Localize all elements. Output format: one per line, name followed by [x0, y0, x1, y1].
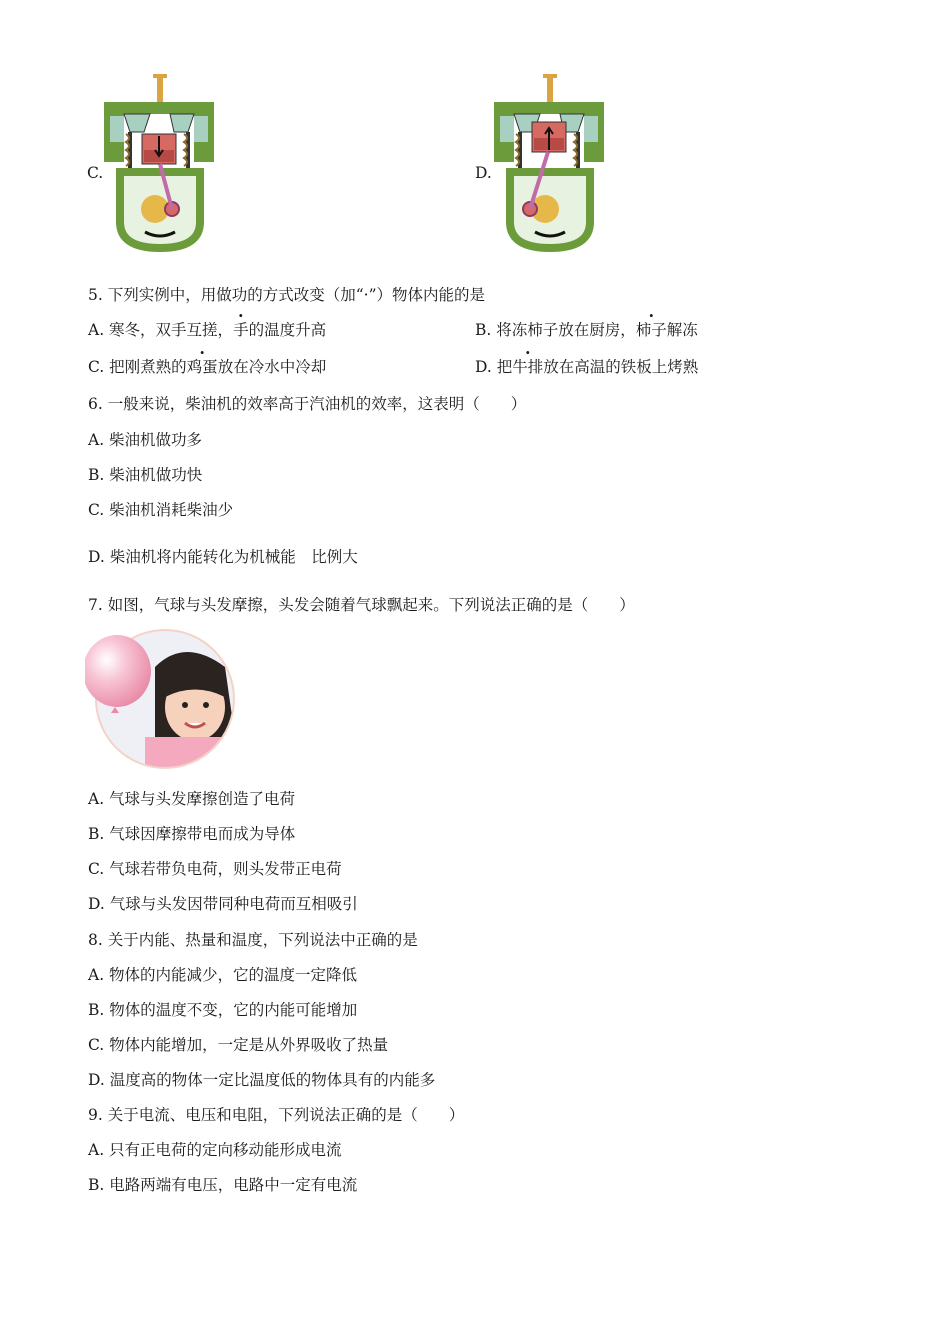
q6-option-c: C. 柴油机消耗柴油少	[88, 501, 234, 519]
q5-b-dotted: 柿子	[635, 321, 667, 339]
q9-stem: 9. 关于电流、电压和电阻，下列说法正确的是（ ）	[88, 1106, 465, 1124]
q5-d-dotted: 牛排	[512, 358, 544, 376]
q5-d-suffix: 放在高温的铁板上烤熟	[543, 358, 699, 376]
q7-option-c: C. 气球若带负电荷，则头发带正电荷	[88, 860, 342, 878]
q5-option-b	[475, 320, 698, 340]
q8-option-a: A. 物体的内能减少，它的温度一定降低	[88, 966, 358, 984]
q8-stem: 8. 关于内能、热量和温度，下列说法中正确的是	[88, 931, 418, 949]
q6-option-d: D. 柴油机将内能转化为机械能 比例大	[88, 548, 358, 566]
q6-stem: 6. 一般来说，柴油机的效率高于汽油机的效率，这表明（ ）	[88, 395, 527, 413]
engine-diagram-c	[100, 72, 220, 252]
q9-option-b: B. 电路两端有电压，电路中一定有电流	[88, 1176, 358, 1194]
q7-option-d: D. 气球与头发因带同种电荷而互相吸引	[88, 895, 358, 913]
q5-c-suffix: 放在冷水中冷却	[217, 358, 327, 376]
q5-c-dotted: 鸡蛋	[186, 358, 218, 376]
q5-stem: 5. 下列实例中，用做功的方式改变（加“·”）物体内能的是	[88, 286, 485, 304]
q5-c-prefix: C. 把刚煮熟的	[88, 358, 187, 376]
q7-option-a: A. 气球与头发摩擦创造了电荷	[88, 790, 296, 808]
q8-option-d: D. 温度高的物体一定比温度低的物体具有的内能多	[88, 1071, 436, 1089]
q4-option-d-label: D.	[475, 164, 492, 182]
q7-stem: 7. 如图，气球与头发摩擦，头发会随着气球飘起来。下列说法正确的是（ ）	[88, 596, 635, 614]
q4-option-c-label: C.	[87, 164, 104, 182]
q5-option-a	[88, 320, 326, 340]
q9-option-a: A. 只有正电荷的定向移动能形成电流	[88, 1141, 342, 1159]
engine-diagram-d	[490, 72, 610, 252]
q5-option-d	[475, 357, 698, 377]
q8-option-b: B. 物体的温度不变，它的内能可能增加	[88, 1001, 358, 1019]
q6-option-a: A. 柴油机做功多	[88, 431, 203, 449]
q5-b-prefix: B. 将冻柿子放在厨房，	[475, 321, 636, 339]
q5-b-suffix: 解冻	[666, 321, 698, 339]
q5-a-prefix: A. 寒冬，双手互搓，	[88, 321, 234, 339]
q6-option-b: B. 柴油机做功快	[88, 466, 203, 484]
q5-a-dotted: 手	[233, 321, 249, 339]
q5-a-suffix: 的温度升高	[248, 321, 327, 339]
q7-option-b: B. 气球因摩擦带电而成为导体	[88, 825, 296, 843]
q8-option-c: C. 物体内能增加，一定是从外界吸收了热量	[88, 1036, 389, 1054]
q5-d-prefix: D. 把	[475, 358, 513, 376]
balloon-hair-photo	[85, 627, 240, 772]
q5-option-c	[88, 357, 326, 377]
